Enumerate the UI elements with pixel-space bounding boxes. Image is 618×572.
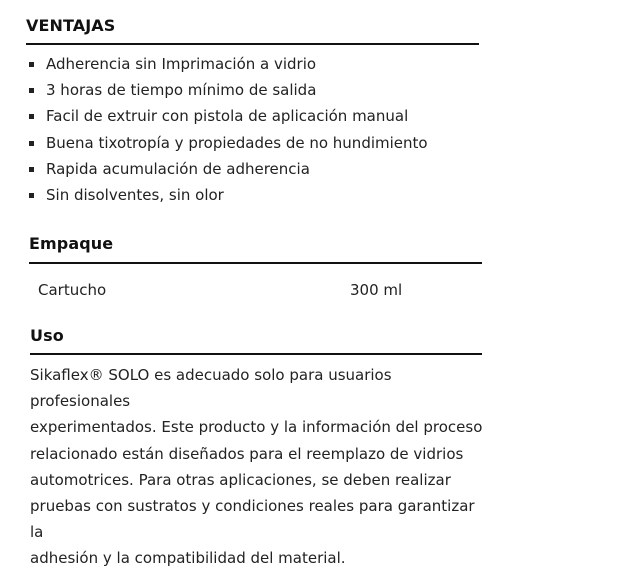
empaque-divider [29, 262, 482, 264]
square-bullet-icon [29, 62, 34, 67]
list-item-text: 3 horas de tiempo mínimo de salida [46, 81, 317, 100]
list-item-text: Facil de extruir con pistola de aplicación manual [46, 107, 409, 126]
list-item [29, 159, 428, 185]
list-item [29, 185, 428, 211]
list-item [29, 133, 428, 159]
paragraph-line: relacionado están diseñados para el reemplazo de vidrios [30, 444, 464, 463]
empaque-row-value: 300 ml [350, 281, 403, 299]
paragraph-line: adhesión y la compatibilidad del material. [30, 549, 346, 568]
list-item-text: Adherencia sin Imprimación a vidrio [46, 55, 317, 73]
list-item [29, 54, 428, 80]
list-item-text: Buena tixotropía y propiedades de no hundimiento [46, 133, 428, 152]
uso-paragraph [30, 362, 490, 572]
ventajas-heading: VENTAJAS [26, 16, 116, 35]
ventajas-list [29, 54, 428, 211]
square-bullet-icon [29, 141, 34, 146]
paragraph-line: automotrices. Para otras aplicaciones, se deben realizar [30, 470, 451, 489]
square-bullet-icon [29, 167, 34, 172]
paragraph-line: Sikaflex® SOLO es adecuado solo para usuarios profesionales [30, 366, 392, 411]
uso-heading: Uso [30, 326, 64, 345]
paragraph-line: experimentados. Este producto y la información del proceso [30, 418, 483, 437]
list-item-text: Sin disolventes, sin olor [46, 185, 224, 204]
square-bullet-icon [29, 114, 34, 119]
square-bullet-icon [29, 88, 34, 93]
empaque-heading: Empaque [29, 234, 114, 253]
uso-divider [30, 353, 482, 355]
list-item-text: Rapida acumulación de adherencia [46, 159, 310, 178]
paragraph-line: pruebas con sustratos y condiciones reales para garantizar la [30, 497, 475, 542]
ventajas-divider [26, 43, 479, 45]
square-bullet-icon [29, 193, 34, 198]
list-item [29, 106, 428, 132]
list-item [29, 80, 428, 106]
empaque-row-label: Cartucho [38, 281, 107, 299]
